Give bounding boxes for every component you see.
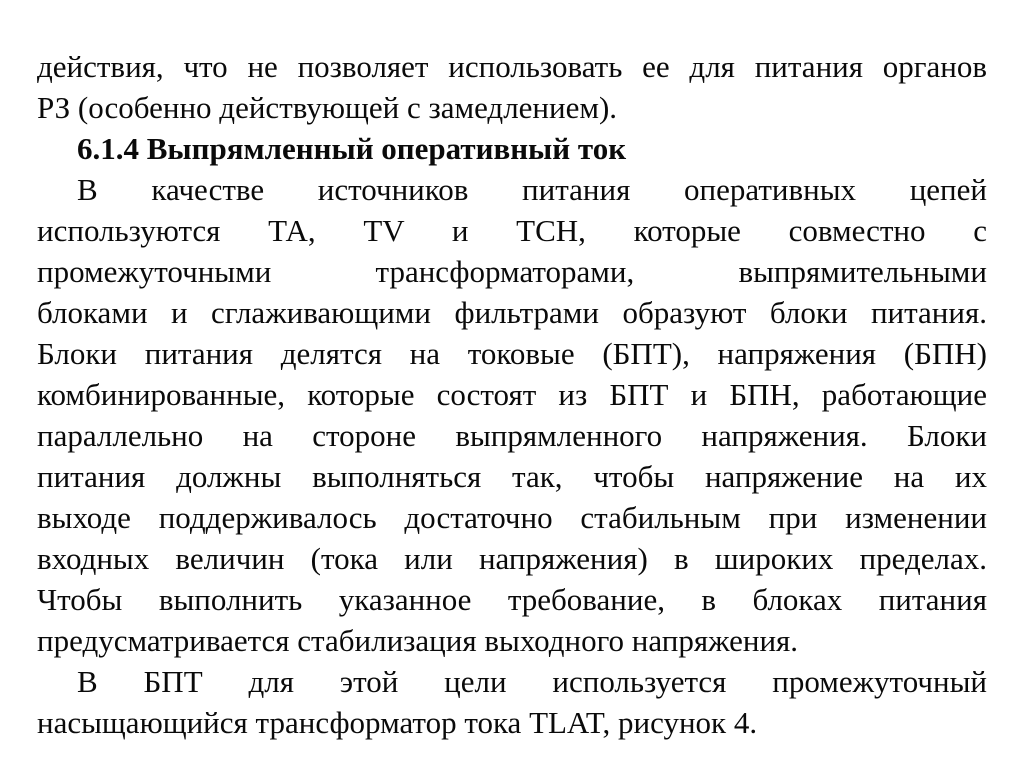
text-line: питания должны выполняться так, чтобы напряжение на их (37, 459, 987, 494)
text-line: действия, что не позволяет использовать ее для питания органов (37, 49, 987, 84)
text-line: РЗ (особенно действующей с замедлением). (37, 90, 618, 125)
text-line: выходе поддерживалось достаточно стабильным при изменении (37, 500, 987, 535)
text-line: насыщающийся трансформатор тока TLAT, рисунок 4. (37, 705, 758, 740)
text-line: предусматривается стабилизация выходного напряжения. (37, 623, 799, 658)
text-line: Чтобы выполнить указанное требование, в блоках питания (37, 582, 987, 617)
text-line: блоками и сглаживающими фильтрами образуют блоки питания. (37, 295, 987, 330)
text-line: промежуточными трансформаторами, выпрямительными (37, 254, 987, 289)
text-line: комбинированные, которые состоят из БПТ и БПН, работающие (37, 377, 987, 412)
text-line: параллельно на стороне выпрямленного напряжения. Блоки (37, 418, 987, 453)
text-line: Блоки питания делятся на токовые (БПТ), напряжения (БПН) (37, 336, 987, 371)
text-line: входных величин (тока или напряжения) в широких пределах. (37, 541, 987, 576)
text-line: В БПТ для этой цели используется промежуточный (77, 664, 987, 699)
section-heading: 6.1.4 Выпрямленный оперативный ток (77, 131, 627, 166)
text-line: используются ТА, TV и ТСН, которые совместно с (37, 213, 987, 248)
text-line: В качестве источников питания оперативных цепей (77, 172, 987, 207)
